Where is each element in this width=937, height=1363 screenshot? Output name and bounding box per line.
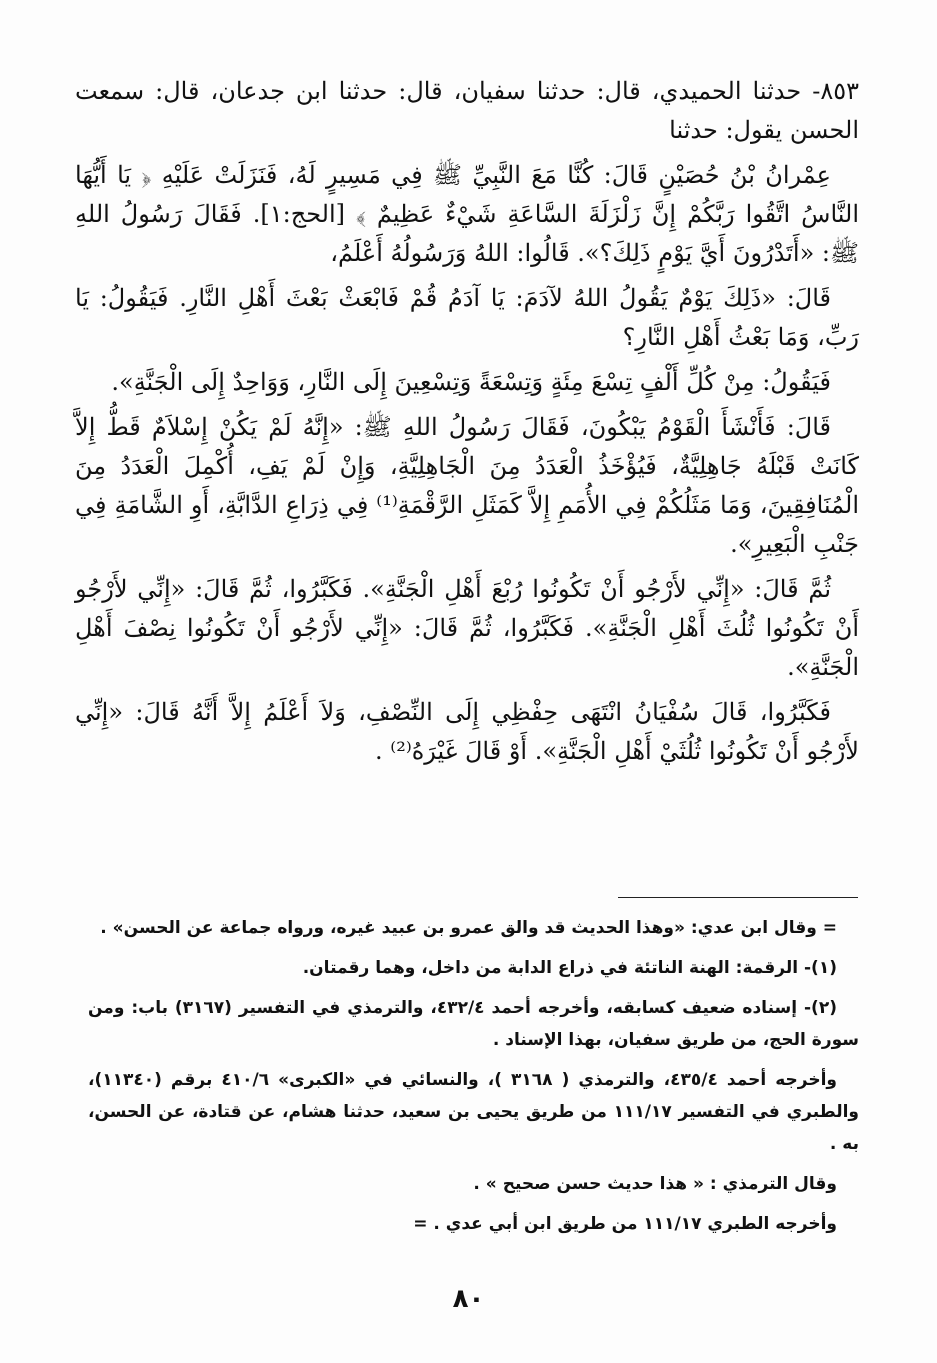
hadith-paragraph-2: قَالَ: «ذَلِكَ يَوْمٌ يَقُولُ اللهُ لآدَمَ: يَا آدَمُ قُمْ فَابْعَثْ بَعْثَ أَهْلِ النَّارِ. فَيَقُولُ: يَا رَبِّ، وَمَا بَعْثُ أَهْلِ النَّارِ؟ xyxy=(75,284,859,351)
footnote-4: وقال الترمذي : « هذا حديث حسن صحيح » . xyxy=(473,1174,837,1194)
hadith-paragraph-4: قَالَ: فَأَنْشَأَ الْقَوْمُ يَبْكُونَ، فَقَالَ رَسُولُ اللهِ ﷺ: «إِنَّهُ لَمْ يَكُنْ إِسْلاَمٌ قَطُّ إِلاَّ كَانَتْ قَبْلَهُ جَاهِلِيَّةٌ، فَيُؤْخَذُ الْعَدَدُ مِنَ الْجَاهِلِيَّةِ، وَإِنْ لَمْ يَفِ، أُكْمِلَ الْعَدَدُ مِنَ الْمُنَافِقِينَ، وَمَا مَثَلُكُمْ فِي الأُمَمِ إِلاَّ كَمَثَلِ الرَّقْمَةِ⁽¹⁾ فِي ذِرَاعِ الدَّابَّةِ، أَوِ الشَّامَةِ فِي جَنْبِ الْبَعِيرِ». xyxy=(75,413,860,558)
footnote-separator xyxy=(618,897,858,898)
hadith-paragraph-6: فَكَبَّرُوا، قَالَ سُفْيَانُ انْتَهَى حِفْظِي إِلَى النِّصْفِ، وَلاَ أَعْلَمُ إِلاَّ أَنَّهُ قَالَ: «إِنِّي لأَرْجُو أَنْ تَكُونُوا ثُلُثَيْ أَهْلِ الْجَنَّةِ». أَوْ قَالَ غَيْرَهُ⁽²⁾ . xyxy=(75,698,859,765)
page-number: ٨٠ xyxy=(452,1284,485,1314)
isnad-paragraph: ٨٥٣- حدثنا الحميدي، قال: حدثنا سفيان، قال: حدثنا ابن جدعان، قال: سمعت الحسن يقول: حدثنا xyxy=(75,77,859,144)
hadith-paragraph-3: فَيَقُولُ: مِنْ كُلِّ أَلْفٍ تِسْعَ مِئَةٍ وَتِسْعَةً وَتِسْعِينَ إِلَى النَّارِ، وَوَاحِدٌ إِلَى الْجَنَّةِ». xyxy=(111,368,831,396)
hadith-paragraph-1: عِمْرانُ بْنُ حُصَيْنٍ قَالَ: كُنَّا مَعَ النَّبِيِّ ﷺ فِي مَسِيرٍ لَهُ، فَنَزَلَتْ عَلَيْهِ ﴿ يَا أَيُّهَا النَّاسُ اتَّقُوا رَبَّكُمْ إِنَّ زَلْزَلَةَ السَّاعَةِ شَيْءٌ عَظِيمٌ ﴾ [الحج:١]. فَقَالَ رَسُولُ اللهِ ﷺ: «أَتَدْرُونَ أَيَّ يَوْمٍ ذَلِكَ؟». قَالُوا: اللهُ وَرَسُولُهُ أَعْلَمُ، xyxy=(75,161,859,267)
footnotes-section xyxy=(88,912,859,1248)
hadith-text xyxy=(75,72,859,777)
footnote-continuation: = وقال ابن عدي: «وهذا الحديث قد والق عمرو بن عبيد غيره، ورواه جماعة عن الحسن» . xyxy=(100,918,837,938)
footnote-3: وأخرجه أحمد ٤٣٥/٤، والترمذي ( ٣١٦٨ )، والنسائي في «الكبرى» ٤١٠/٦ برقم (١١٣٤٠)، والطبري في التفسير ١١١/١٧ من طريق يحيى بن سعيد، حدثنا هشام، عن قتادة، عن الحسن، به . xyxy=(88,1070,859,1154)
footnote-5: وأخرجه الطبري ١١١/١٧ من طريق ابن أبي عدي . = xyxy=(413,1214,837,1234)
footnote-2: (٢)- إسناده ضعيف كسابقه، وأخرجه أحمد ٤٣٢/٤، والترمذي في التفسير (٣١٦٧) باب: ومن سورة الحج، من طريق سفيان، بهذا الإسناد . xyxy=(88,998,859,1050)
footnote-1: (١)- الرقمة: الهنة الناتئة في ذراع الدابة من داخل، وهما رقمتان. xyxy=(302,958,837,978)
hadith-paragraph-5: ثُمَّ قَالَ: «إِنِّي لأَرْجُو أَنْ تَكُونُوا رُبْعَ أَهْلِ الْجَنَّةِ». فَكَبَّرُوا، ثُمَّ قَالَ: «إِنِّي لأَرْجُو أَنْ تَكُونُوا ثُلُثَ أَهْلِ الْجَنَّةِ». فَكَبَّرُوا، ثُمَّ قَالَ: «إِنِّي لأَرْجُو أَنْ تَكُونُوا نِصْفَ أَهْلِ الْجَنَّةِ». xyxy=(75,575,860,681)
